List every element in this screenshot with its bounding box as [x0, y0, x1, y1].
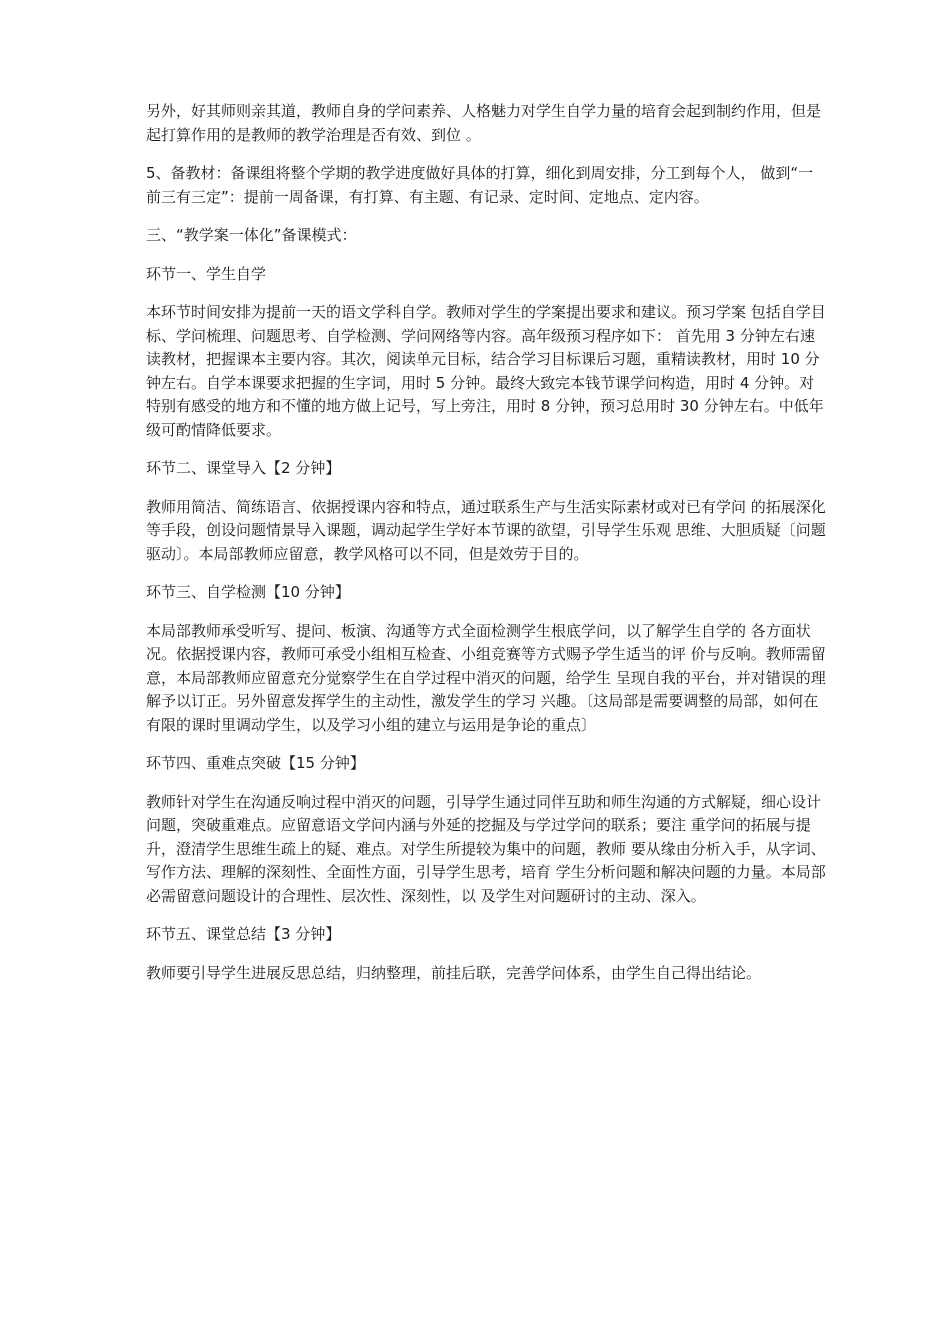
paragraph-step-1: 本环节时间安排为提前一天的语文学科自学。教师对学生的学案提出要求和建议。预习学案 包括自学目标、学问梳理、问题思考、自学检测、学问网络等内容。高年级预习程序如下： 首先用 3 分钟左右速读教材，把握课本主要内容。其次，阅读单元目标，结合学习目标课后习题，重精读教材，用时 10 分钟左右。自学本课要求把握的生字词，用时 5 分钟。最终大致完本钱节课学问构造，用时 4 分钟。对特别有感受的地方和不懂的地方做上记号，写上旁注，用时 8 分钟，预习总用时 30 分钟左右。中低年级可酌情降低要求。: [146, 303, 826, 439]
step-heading-4: 环节四、重难点突破【15 分钟】: [146, 754, 365, 772]
step-heading-5: 环节五、课堂总结【3 分钟】: [146, 925, 341, 943]
step-heading-1: 环节一、学生自学: [146, 264, 267, 283]
step-heading-3: 环节三、自学检测【10 分钟】: [146, 583, 350, 601]
paragraph-intro: 另外，好其师则亲其道，教师自身的学问素养、人格魅力对学生自学力量的培育会起到制约作用，但是起打算作用的是教师的教学治理是否有效、到位 。: [146, 102, 822, 144]
paragraph-prepare-materials: 5、备教材：备课组将整个学期的教学进度做好具体的打算，细化到周安排，分工到每个人， 做到“一前三有三定”：提前一周备课，有打算、有主题、有记录、定时间、定地点、定内容。: [146, 164, 814, 206]
paragraph-step-3: 本局部教师承受听写、提问、板演、沟通等方式全面检测学生根底学问，以了解学生自学的 各方面状况。依据授课内容，教师可承受小组相互检查、小组竞赛等方式赐予学生适当的评 价与反响。教师需留意，本局部教师应留意充分觉察学生在自学过程中消灭的问题，给学生 呈现自我的平台，并对错误的理解予以订正。另外留意发挥学生的主动性，激发学生的学习 兴趣。〔这局部是需要调整的局部，如何在有限的课时里调动学生，以及学习小组的建立与运用是争论的重点〕: [146, 621, 826, 734]
paragraph-step-2: 教师用简洁、简练语言、依据授课内容和特点，通过联系生产与生活实际素材或对已有学问 的拓展深化等手段，创设问题情景导入课题，调动起学生学好本节课的欲望，引导学生乐观 思维、大胆质疑〔问题驱动〕。本局部教师应留意，教学风格可以不同，但是效劳于目的。: [146, 497, 826, 563]
step-heading-2: 环节二、课堂导入【2 分钟】: [146, 459, 341, 477]
section-heading-mode: 三、“教学案一体化”备课模式：: [146, 226, 357, 244]
paragraph-step-5: 教师要引导学生进展反思总结，归纳整理，前挂后联，完善学问体系，由学生自己得出结论。: [146, 963, 762, 982]
paragraph-step-4: 教师针对学生在沟通反响过程中消灭的问题，引导学生通过同伴互助和师生沟通的方式解疑，细心设计问题，突破重难点。应留意语文学问内涵与外延的挖掘及与学过学问的联系；要注 重学问的拓展与提升，澄清学生思维生疏上的疑、难点。对学生所提较为集中的问题，教师 要从缘由分析入手，从字词、写作方法、理解的深刻性、全面性方面，引导学生思考，培育 学生分析问题和解决问题的力量。本局部必需留意问题设计的合理性、层次性、深刻性，以 及学生对问题研讨的主动、深入。: [146, 792, 826, 905]
document-page: [146, 100, 826, 1000]
